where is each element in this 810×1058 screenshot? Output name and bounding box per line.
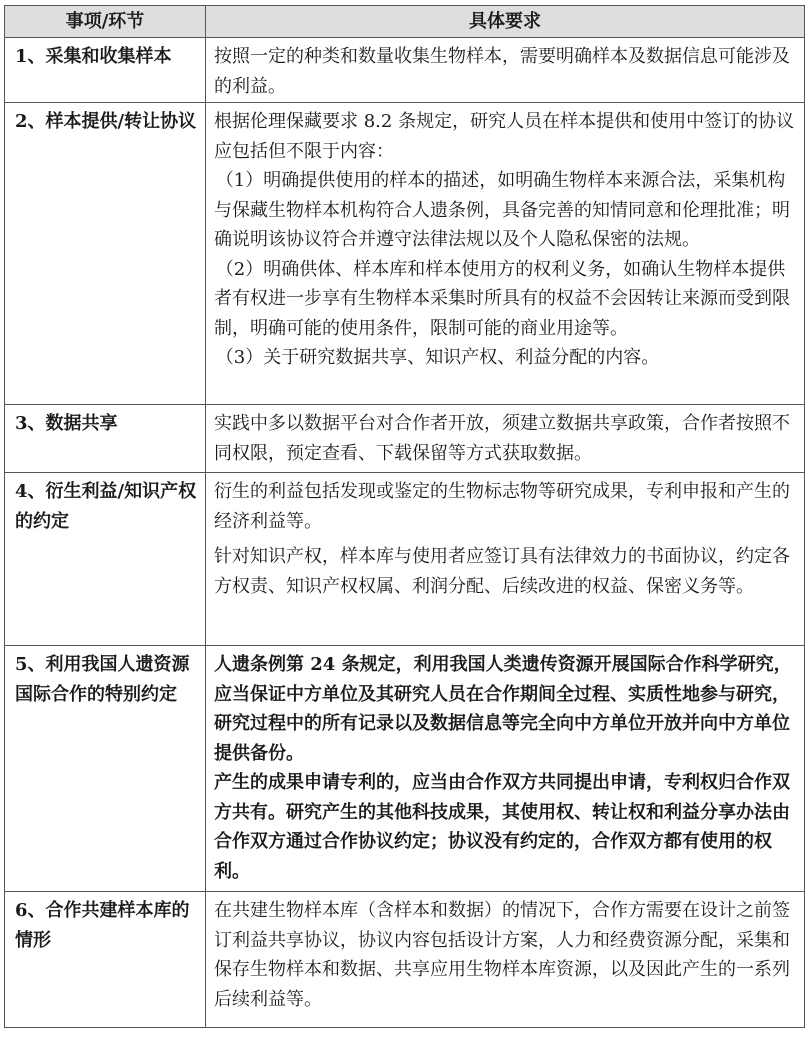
row-item: 5、利用我国人遗资源国际合作的特别约定 xyxy=(5,646,206,892)
requirement-paragraph: 衍生的利益包括发现或鉴定的生物标志物等研究成果，专利申报和产生的经济利益等。 xyxy=(214,481,790,532)
requirement-paragraph: （3）关于研究数据共享、知识产权、利益分配的内容。 xyxy=(215,347,660,368)
row-requirements xyxy=(206,38,805,103)
table-row xyxy=(5,892,805,1028)
row-item: 4、衍生利益/知识产权的约定 xyxy=(5,473,206,646)
table-row xyxy=(5,405,805,473)
requirement-paragraph: 根据伦理保藏要求 8.2 条规定，研究人员在样本提供和使用中签订的协议应包括但不限于内容： xyxy=(214,111,795,162)
row-item: 6、合作共建样本库的情形 xyxy=(5,892,206,1028)
row-requirements xyxy=(206,892,805,1028)
table-header-row xyxy=(5,6,805,38)
bold-block xyxy=(214,650,796,886)
row-requirements xyxy=(206,646,805,892)
row-requirements xyxy=(206,473,805,646)
row-item: 1、采集和收集样本 xyxy=(5,38,206,103)
requirement-paragraph: （2）明确供体、样本库和样本使用方的权利义务，如确认生物样本提供者有权进一步享有生物样本采集时所具有的权益不会因转让来源而受到限制，明确可能的使用条件，限制可能的商业用途等。 xyxy=(214,258,790,339)
row-requirements xyxy=(206,405,805,473)
row-item: 3、数据共享 xyxy=(5,405,206,473)
table-row xyxy=(5,646,805,892)
requirement-paragraph: 按照一定的种类和数量收集生物样本，需要明确样本及数据信息可能涉及的利益。 xyxy=(214,46,790,97)
requirement-paragraph: （1）明确提供使用的样本的描述，如明确生物样本来源合法，采集机构与保藏生物样本机构符合人遗条例，具备完善的知情同意和伦理批准；明确说明该协议符合并遵守法律法规以及个人隐私保密的法规。 xyxy=(214,170,790,250)
table-row xyxy=(5,473,805,646)
header-requirements: 具体要求 xyxy=(206,6,805,38)
table-row xyxy=(5,38,805,103)
header-item: 事项/环节 xyxy=(5,6,206,38)
requirement-paragraph: 针对知识产权，样本库与使用者应签订具有法律效力的书面协议，约定各方权责、知识产权权属、利润分配、后续改进的权益、保密义务等。 xyxy=(214,546,790,597)
requirement-paragraph: 产生的成果申请专利的，应当由合作双方共同提出申请，专利权归合作双方共有。研究产生的其他科技成果，其使用权、转让权和利益分享办法由合作双方通过合作协议约定；协议没有约定的，合作双方都有使用的权利。 xyxy=(214,772,790,882)
requirements-table xyxy=(4,5,805,1028)
row-requirements xyxy=(206,103,805,405)
row-item: 2、样本提供/转让协议 xyxy=(5,103,206,405)
requirement-paragraph: 人遗条例第 24 条规定，利用我国人类遗传资源开展国际合作科学研究，应当保证中方单位及其研究人员在合作期间全过程、实质性地参与研究，研究过程中的所有记录以及数据信息等完全向中方单位开放并向中方单位提供备份。 xyxy=(214,654,792,764)
requirement-paragraph: 实践中多以数据平台对合作者开放，须建立数据共享政策，合作者按照不同权限，预定查看、下载保留等方式获取数据。 xyxy=(214,413,790,464)
requirement-paragraph: 在共建生物样本库（含样本和数据）的情况下，合作方需要在设计之前签订利益共享协议，协议内容包括设计方案，人力和经费资源分配，采集和保存生物样本和数据、共享应用生物样本库资源，以及因此产生的一系列后续利益等。 xyxy=(214,900,790,1010)
table-row xyxy=(5,103,805,405)
